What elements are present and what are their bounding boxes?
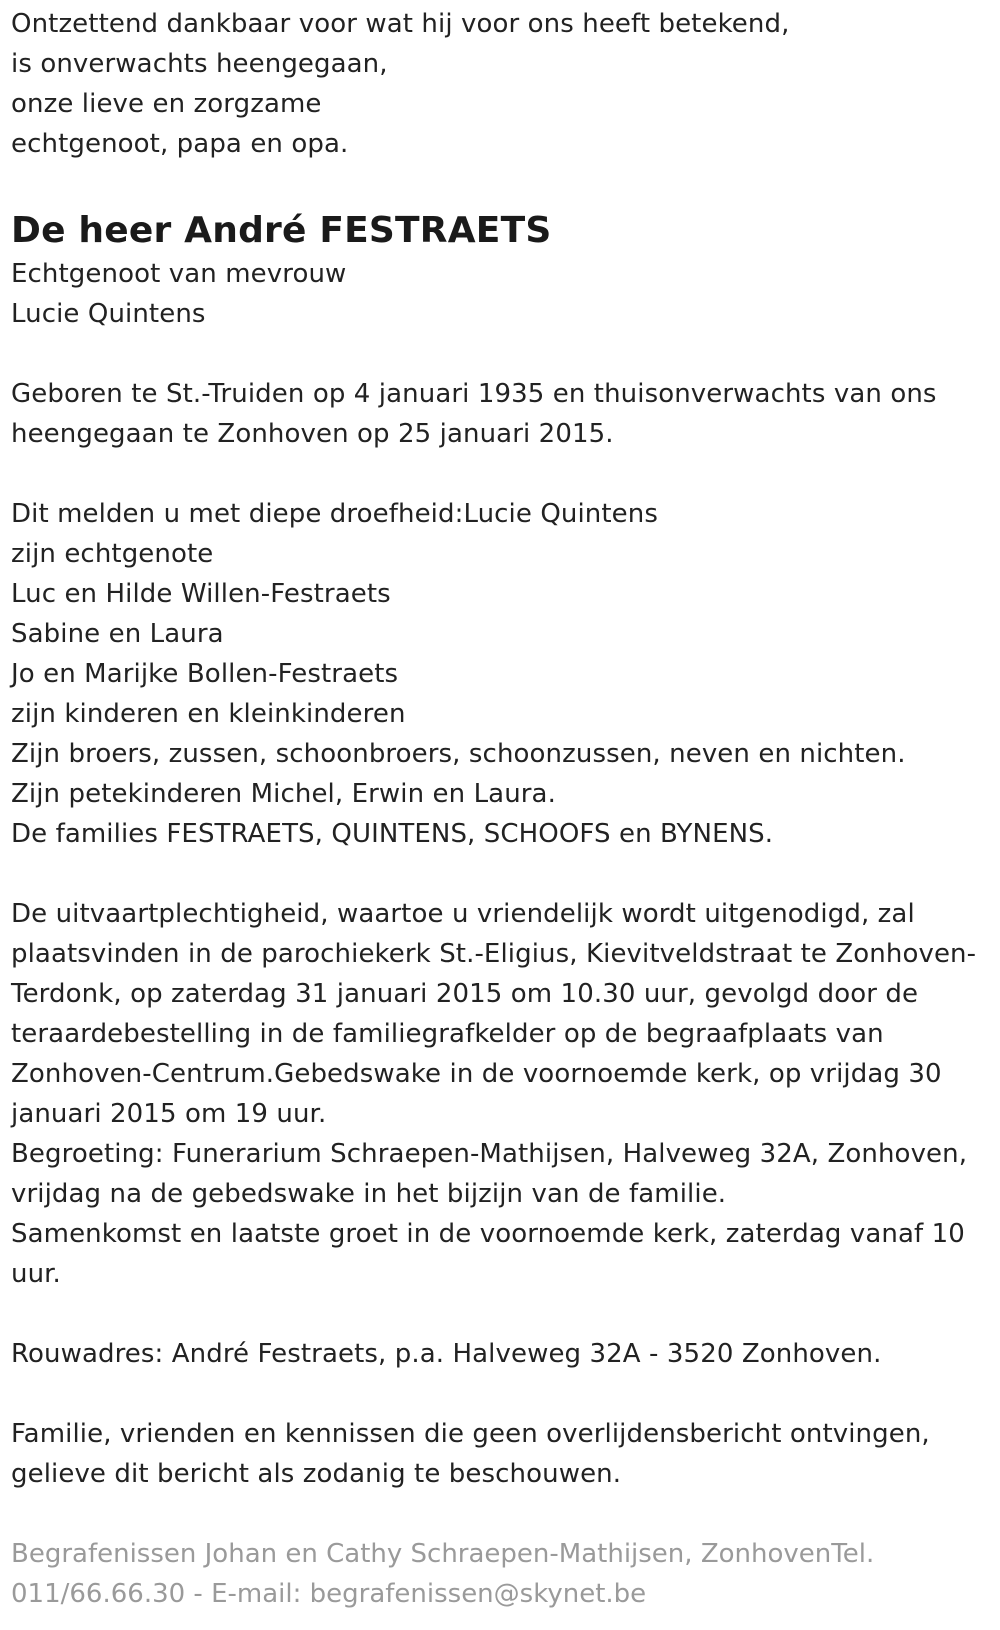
funeral-details: De uitvaartplechtigheid, waartoe u vriendelijk wordt uitgenodigd, zal plaatsvinden in de parochiekerk St.-Eligius, Kievitveldstraat te Zonhoven- Terdonk, op zaterdag 31 januari 2015 om 10.30 uur, gevolgd door de teraardebestelling in de familiegrafkelder op de begraafplaats van Zonhoven-Centrum.Gebedswake in de voornoemde kerk, op vrijdag 30 januari 2015 om 19 uur. Begroeting: Funerarium Schraepen-Mathijsen, Halveweg 32A, Zonhoven, vrijdag na de gebedswake in het bijzijn van de familie. Samenkomst en laatste groet in de voornoemde kerk, zaterdag vanaf 10 uur.	[11, 899, 977, 1289]
spacer	[11, 454, 980, 494]
mourning-address: Rouwadres: André Festraets, p.a. Halveweg 32A - 3520 Zonhoven.	[11, 1339, 882, 1369]
spacer	[11, 1494, 980, 1534]
spacer	[11, 164, 980, 208]
spacer	[11, 1294, 980, 1334]
birth-death-text: Geboren te St.-Truiden op 4 januari 1935 en thuisonverwachts van ons heengegaan te Zonhoven op 25 januari 2015.	[11, 379, 937, 449]
intro-text: Ontzettend dankbaar voor wat hij voor ons heeft betekend, is onverwachts heengegaan, onze lieve en zorgzame echtgenoot, papa en opa.	[11, 9, 790, 159]
notice-text: Familie, vrienden en kennissen die geen overlijdensbericht ontvingen, gelieve dit bericht als zodanig te beschouwen.	[11, 1419, 930, 1489]
spacer	[11, 1374, 980, 1414]
spouse-text: Echtgenoot van mevrouw Lucie Quintens	[11, 259, 347, 329]
mourners-list: Dit melden u met diepe droefheid:Lucie Quintens zijn echtgenote Luc en Hilde Willen-Festraets Sabine en Laura Jo en Marijke Bollen-Festraets zijn kinderen en kleinkinderen Zijn broers, zussen, schoonbroers, schoonzussen, neven en nichten. Zijn petekinderen Michel, Erwin en Laura. De families FESTRAETS, QUINTENS, SCHOOFS en BYNENS.	[11, 499, 906, 849]
spacer	[11, 854, 980, 894]
deceased-name: De heer André FESTRAETS	[11, 210, 552, 251]
funeral-home-footer: Begrafenissen Johan en Cathy Schraepen-Mathijsen, ZonhovenTel. 011/66.66.30 - E-mail: begrafenissen@skynet.be	[11, 1539, 875, 1609]
spacer	[11, 334, 980, 374]
